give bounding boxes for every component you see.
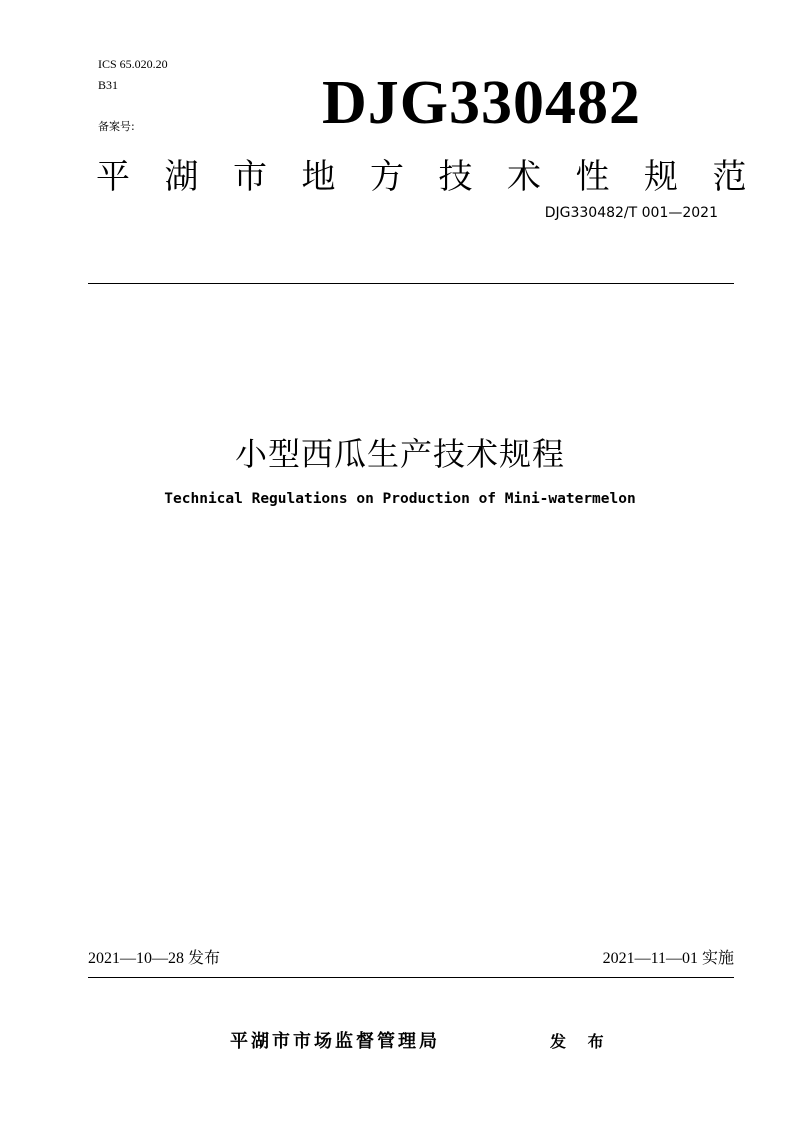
issuing-authority: 平湖市市场监督管理局 <box>230 1031 440 1052</box>
standard-number: DJG330482/T 001—2021 <box>544 205 718 221</box>
implementation-date: 2021—11—01 实施 <box>602 950 734 967</box>
ics-code: ICS 65.020.20 <box>98 57 168 71</box>
bottom-divider <box>88 977 734 978</box>
top-divider <box>88 283 734 284</box>
filing-number-label: 备案号: <box>98 120 135 133</box>
issue-action-label: 发 布 <box>550 1032 612 1051</box>
document-title-chinese: 小型西瓜生产技术规程 <box>234 435 565 473</box>
ccs-code: B31 <box>98 78 119 92</box>
document-title-english: Technical Regulations on Production of Mini-watermelon <box>164 491 636 507</box>
standard-code-heading: DJG330482 <box>322 69 641 137</box>
standard-type-heading: 平湖市地方技术性规范 <box>96 157 781 197</box>
issue-date: 2021—10—28 发布 <box>88 950 221 967</box>
